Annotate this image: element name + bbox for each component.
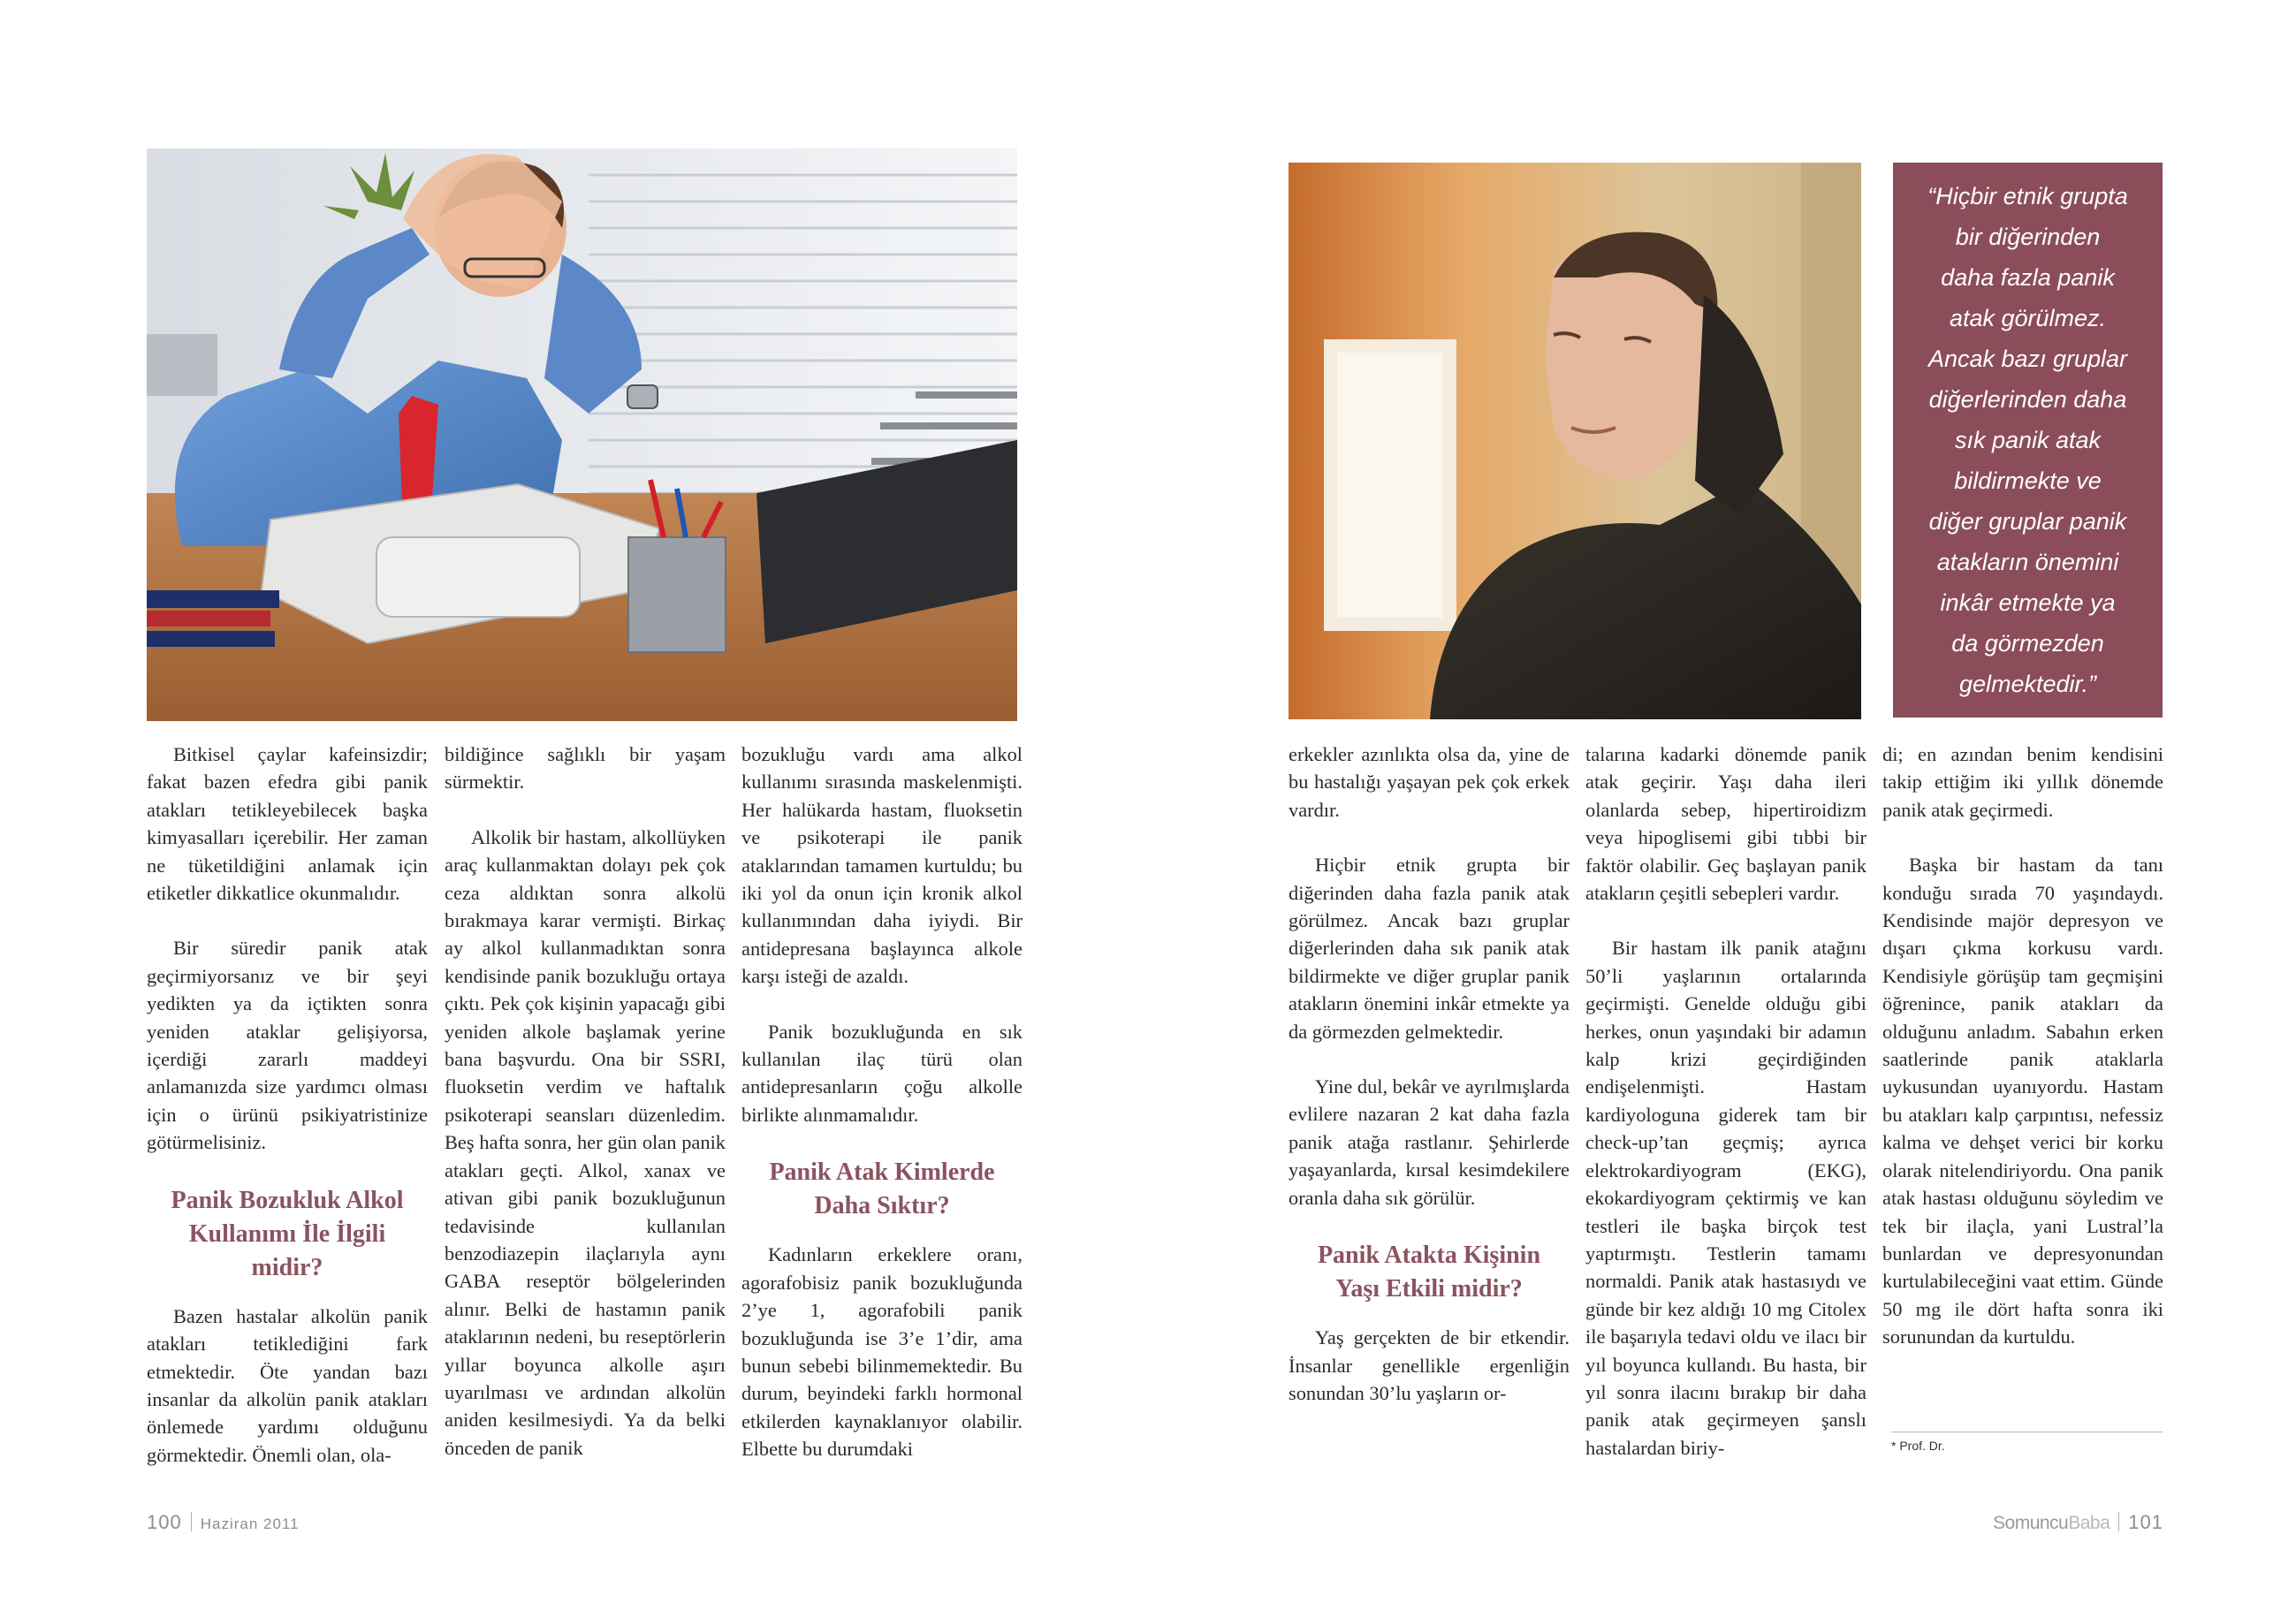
left-column-3 <box>741 741 1023 1463</box>
right-column-2 <box>1585 741 1866 1462</box>
left-folio <box>147 1511 300 1534</box>
left-column-2 <box>445 741 726 1462</box>
section-heading-alcohol: Panik Bozukluk Alkol Kullanımı İle İlgili midir? <box>171 1186 404 1281</box>
body-paragraph: bildiğince sağlıklı bir yaşam sürmektir. <box>445 743 726 794</box>
folio-separator <box>2118 1512 2119 1531</box>
footnote: * Prof. Dr. <box>1891 1439 1945 1453</box>
issue-date: Haziran 2011 <box>200 1515 300 1532</box>
folio-separator <box>191 1512 192 1531</box>
body-paragraph: erkekler azınlıkta olsa da, yine de bu hastalığı yaşayan pek çok erkek vardır. <box>1289 743 1570 821</box>
body-paragraph: Yaş gerçekten de bir etkendir. İnsanlar genellikle ergenliğin sonundan 30’lu yaşların or- <box>1289 1326 1570 1404</box>
photo-man-leaning-on-wall <box>1289 163 1861 719</box>
right-column-3 <box>1882 741 2163 1351</box>
right-column-1 <box>1289 741 1570 1407</box>
body-paragraph: Panik bozukluğunda en sık kullanılan ilaç türü olan antidepresanların çoğu alkolle birlikte alınmamalıdır. <box>741 1020 1023 1126</box>
body-paragraph: di; en azından benim kendisini takip ettiğim iki yıllık dönemde panik atak geçirmedi. <box>1882 743 2163 821</box>
section-heading-age: Panik Atakta Kişinin Yaşı Etkili midir? <box>1317 1242 1541 1303</box>
section-heading-who: Panik Atak Kimlerde Daha Sıktır? <box>769 1158 995 1220</box>
body-paragraph: Bitkisel çaylar kafeinsizdir; fakat bazen efedra gibi panik atakları tetikleyebilecek başka kimyasalları içerebilir. Her zaman ne tüketildiğini anlamak için etiketler dikkatlice okunmalıdır. <box>147 743 428 905</box>
body-paragraph: Bir süredir panik atak geçirmiyorsanız ve bir şeyi yedikten ya da içtikten sonra yeniden ataklar gelişiyorsa, içerdiği zararlı maddeyi anlamanızda size yardımcı olması için o ürünü psikiyatristinize götürmelisiniz. <box>147 937 428 1154</box>
page-number-right: 101 <box>2128 1511 2163 1533</box>
body-paragraph: Bir hastam ilk panik atağını 50’li yaşlarının ortalarında geçirmişti. Genelde olduğu gibi herkes, onun yaşındaki bir adamın kalp krizi geçirdiğinden endişelenmişti. Hastam kardiyologuna giderek tam bir check-up’tan geçmiş; ayrıca elektrokardiyogram (EKG), ekokardiyogram çektirmiş ve kan testleri ile başka birçok test yaptırmıştı. Testlerin tamamı normaldi. Panik atak hastasıydı ve günde bir kez aldığı 10 mg Citolex ile başarıyla tedavi oldu ve ilacı bir yıl boyunca kullandı. Bu hasta, bir yıl sonra ilacını bırakıp bir daha panik atak geçirmeyen şanslı hastalardan biriy- <box>1585 937 1866 1459</box>
photo-stressed-office-worker <box>147 148 1017 721</box>
body-paragraph: bozukluğu vardı ama alkol kullanımı sırasında maskelenmişti. Her halükarda hastam, fluoksetin ve psikoterapi ile panik ataklarından tamamen kurtuldu; bu iki yol da onun için kronik alkol kullanımından daha iyiydi. Bir antidepresana başlayınca alkole karşı isteği de azaldı. <box>741 743 1023 988</box>
body-paragraph: Başka bir hastam da tanı konduğu sırada 70 yaşındaydı. Kendisinde majör depresyon ve dışarı çıkma korkusu vardı. Kendisiyle görüşüp tam geçmişini öğrenince, panik atakları da olduğunu anladım. Sabahın erken saatlerinde panik ataklarla uykusundan uyanıyordu. Hastam bu atakları kalp çarpıntısı, nefessiz kalma ve dehşet verici bir korku olarak nitelendiriyordu. Ona panik atak hastası olduğunu söyledim ve tek bir ilaçla, yani Lustral’la bunlardan ve depresyonundan kurtulabileceğini vaat ettim. Günde 50 mg ile dört hafta sonra iki sorunundan da kurtuldu. <box>1882 854 2163 1348</box>
page-number-left: 100 <box>147 1511 182 1533</box>
right-folio <box>1993 1511 2163 1534</box>
body-paragraph: Hiçbir etnik grupta bir diğerinden daha fazla panik atak görülmez. Ancak bazı gruplar diğerlerinden daha sık panik atak bildirmekte ve diğer gruplar panik atakların önemini inkâr etmekte ya da görmezden gelmektedir. <box>1289 854 1570 1043</box>
body-paragraph: Bazen hastalar alkolün panik atakları tetiklediğini fark etmektedir. Öte yandan bazı insanlar da alkolün panik atakları önlemede yardımı olduğunu görmektedir. Önemli olan, ola- <box>147 1304 428 1466</box>
brand-part-1: Somuncu <box>1993 1513 2069 1533</box>
pull-quote: “Hiçbir etnik grupta bir diğerinden daha fazla panik atak görülmez. Ancak bazı gruplar diğerlerinden daha sık panik atak bildirmekte ve diğer gruplar panik atakların önemini inkâr etmekte ya da görmezden gelmektedir.” <box>1893 163 2163 718</box>
body-paragraph: Yine dul, bekâr ve ayrılmışlarda evlilere nazaran 2 kat daha fazla panik atağa rastlanır. Şehirlerde yaşayanlarda, kırsal kesimdekilere oranla daha sık görülür. <box>1289 1075 1570 1209</box>
body-paragraph: Kadınların erkeklere oranı, agorafobisiz panik bozukluğunda 2’ye 1, agorafobili panik bozukluğunda ise 3’e 1’dir, ama bunun sebebi bilinmemektedir. Bu durum, beyindeki farklı hormonal etkilerden kaynaklanıyor olabilir. Elbette bu durumdaki <box>741 1243 1023 1461</box>
left-column-1 <box>147 741 428 1469</box>
magazine-brand <box>1993 1513 2110 1533</box>
body-paragraph: Alkolik bir hastam, alkollüyken araç kullanmaktan dolayı pek çok ceza aldıktan sonra alkolü bırakmaya karar vermişti. Birkaç ay alkol kullanmadıktan sonra kendisinde panik bozukluğu ortaya çıktı. Pek çok kişinin yapacağı gibi yeniden alkole başlamak yerine bana başvurdu. Ona bir SSRI, fluoksetin verdim ve haftalık psikoterapi seansları düzenledim. Beş hafta sonra, her gün olan panik atakları geçti. Alkol, xanax ve ativan gibi panik bozukluğunun tedavisinde kullanılan benzodiazepin ilaçlarıyla aynı GABA reseptör bölgelerinden alınır. Belki de hastamın panik ataklarının nedeni, bu reseptörlerin yıllar boyunca alkolle aşırı uyarılması ve ardından alkolün aniden kesilmesiydi. Ya da belki önceden de panik <box>445 825 726 1459</box>
body-paragraph: talarına kadarki dönemde panik atak geçirir. Yaşı daha ileri olanlarda sebep, hipertiroidizm veya hipoglisemi gibi tıbbi bir faktör olabilir. Geç başlayan panik atakların çeşitli sebepleri vardır. <box>1585 743 1866 905</box>
brand-part-2: Baba <box>2068 1513 2110 1533</box>
